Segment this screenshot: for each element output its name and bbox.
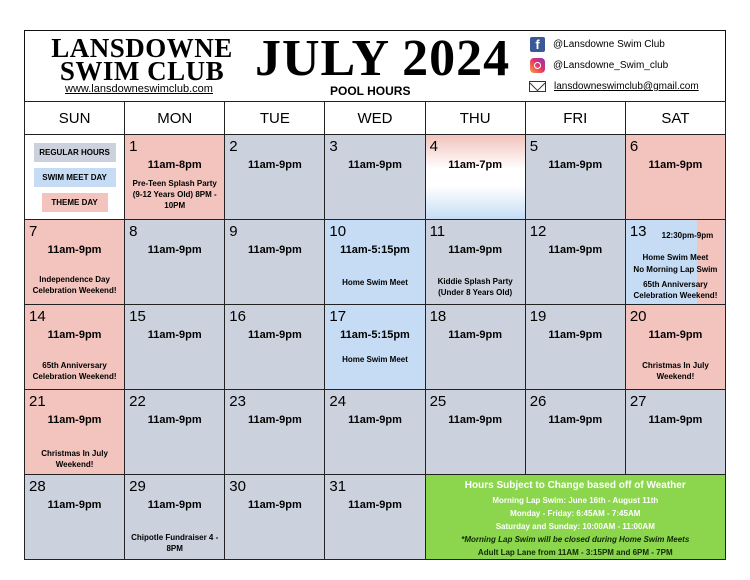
day-cell[interactable] [525,220,625,305]
day-cell[interactable] [425,390,525,475]
day-number: 26 [529,393,547,410]
day-hours: 11am-9pm [147,244,202,256]
day-event-note: No Morning Lap Swim [633,265,718,274]
notice-line: Adult Lap Lane from 11AM - 3:15PM and 6PM - 7PM [477,548,673,557]
day-number: 3 [329,138,338,155]
day-cell[interactable] [625,220,725,305]
day-number: 15 [129,308,146,325]
day-cell[interactable] [225,220,325,305]
day-hours: 11am-9pm [548,329,603,341]
day-hours: 11am-9pm [448,414,503,426]
weather-notice-panel [425,475,725,560]
legend-theme-day: THEME DAY [42,193,108,212]
day-hours: 11am-9pm [348,414,402,426]
day-event-note: Pre-Teen Splash Party (9-12 Years Old) 8PM - 10PM [132,179,217,210]
day-number: 25 [429,393,447,410]
day-hours: 11am-9pm [47,414,102,426]
day-number: 9 [229,223,238,240]
day-number: 10 [329,223,347,240]
day-number: 24 [329,393,347,410]
day-cell[interactable] [425,135,525,220]
day-number: 16 [229,308,246,325]
day-cell[interactable] [125,135,225,220]
day-number: 29 [129,478,146,495]
logo-line-1: LANSDOWNE [51,33,233,63]
club-logo [47,33,237,86]
legend-cell [25,135,125,220]
week-row-3 [25,305,726,390]
day-number: 31 [329,478,347,495]
day-cell[interactable] [525,305,625,390]
weekday-sat: SAT [625,102,725,135]
day-number: 18 [429,308,447,325]
day-event-note: Kiddie Splash Party (Under 8 Years Old) [437,277,513,297]
day-number: 12 [529,223,547,240]
day-event-note: 65th Anniversary Celebration Weekend! [32,361,117,381]
day-number: 30 [229,478,246,495]
facebook-handle: @Lansdowne Swim Club [553,39,665,50]
day-number: 17 [329,308,347,325]
notice-line: *Morning Lap Swim will be closed during Home Swim Meets [461,535,690,544]
website-link[interactable]: www.lansdowneswimclub.com [65,83,213,95]
day-cell[interactable] [125,305,225,390]
notice-heading: Hours Subject to Change based off of Weather [464,480,686,491]
day-hours: 11am-9pm [648,159,703,171]
day-cell[interactable] [25,390,125,475]
day-number: 28 [29,478,46,495]
day-hours: 11am-9pm [147,329,202,341]
facebook-row[interactable] [530,34,699,55]
weekday-fri: FRI [525,102,625,135]
calendar-header [24,30,726,101]
day-hours: 11am-9pm [147,499,202,511]
day-hours: 11am-9pm [247,329,302,341]
day-number: 27 [629,393,647,410]
instagram-handle: @Lansdowne_Swim_club [553,60,669,71]
day-hours: 11am-9pm [548,414,603,426]
day-cell[interactable] [325,390,425,475]
day-hours: 11am-9pm [348,499,402,511]
day-hours: 11am-9pm [448,329,503,341]
day-cell[interactable] [425,220,525,305]
day-cell[interactable] [325,220,425,305]
day-number: 14 [29,308,46,325]
week-row-4 [25,390,726,475]
day-number: 7 [29,223,38,240]
day-cell[interactable] [625,390,725,475]
pool-hours-subtitle: POOL HOURS [330,84,411,98]
day-hours: 11am-9pm [448,244,503,256]
day-number: 4 [429,138,438,155]
day-hours: 11am-7pm [448,159,503,171]
day-number: 11 [429,223,446,240]
weekday-sun: SUN [25,102,125,135]
weekday-thu: THU [425,102,525,135]
day-cell[interactable] [125,390,225,475]
day-event-note: Christmas In July Weekend! [41,449,108,469]
day-event-note: Independence Day Celebration Weekend! [32,275,117,295]
email-row[interactable] [530,76,699,97]
notice-line: Monday - Friday: 6:45AM - 7:45AM [510,509,641,518]
day-event-note: 65th Anniversary Celebration Weekend! [633,280,718,300]
week-row-5 [25,475,726,560]
day-hours: 11am-9pm [247,414,302,426]
day-hours: 11am-9pm [47,329,102,341]
legend-swim-meet-day: SWIM MEET DAY [34,168,116,187]
day-number: 13 [629,223,647,240]
month-title: JULY 2024 [255,30,511,87]
weekday-tue: TUE [225,102,325,135]
day-number: 21 [29,393,46,410]
day-cell[interactable] [25,220,125,305]
email-address: lansdowneswimclub@gmail.com [554,81,699,92]
day-cell[interactable] [225,135,325,220]
day-hours: 11am-9pm [548,159,603,171]
day-hours: 11am-9pm [247,244,302,256]
week-row-1 [25,135,726,220]
day-cell[interactable] [125,475,225,560]
day-cell[interactable] [325,475,425,560]
week-row-2 [25,220,726,305]
day-number: 8 [129,223,138,240]
day-hours: 11am-8pm [147,159,202,171]
day-hours: 11am-9pm [47,244,102,256]
day-number: 6 [629,138,639,155]
day-number: 23 [229,393,246,410]
day-cell[interactable] [25,305,125,390]
day-event-note: Home Swim Meet [342,355,408,364]
day-hours: 11am-9pm [348,159,402,171]
mail-icon [529,81,546,92]
day-cell[interactable] [325,305,425,390]
day-number: 20 [629,308,647,325]
day-hours: 11am-9pm [548,244,603,256]
facebook-icon: f [530,37,545,52]
day-hours: 11am-9pm [247,159,302,171]
day-hours: 11am-5:15pm [340,244,410,256]
day-hours: 11am-9pm [147,414,202,426]
day-cell[interactable] [225,305,325,390]
day-cell[interactable] [225,390,325,475]
day-hours: 11am-9pm [247,499,302,511]
day-hours: 11am-9pm [648,414,703,426]
instagram-row[interactable] [530,55,699,76]
notice-line: Saturday and Sunday: 10:00AM - 11:00AM [495,522,655,531]
day-cell[interactable] [225,475,325,560]
weekday-header-row [25,102,726,135]
day-cell[interactable] [525,390,625,475]
day-event-note: Home Swim Meet [642,253,709,262]
notice-line: Morning Lap Swim: June 16th - August 11th [492,496,659,505]
day-number: 22 [129,393,146,410]
day-number: 5 [529,138,539,155]
day-event-note: Home Swim Meet [342,278,408,287]
logo-line-2: SWIM CLUB [59,56,225,86]
day-number: 2 [229,138,238,155]
day-number: 1 [129,138,138,155]
day-cell[interactable] [125,220,225,305]
instagram-icon [530,58,545,73]
day-number: 19 [529,308,547,325]
calendar-grid [24,101,726,560]
day-hours: 11am-9pm [648,329,703,341]
social-links [530,34,699,97]
day-event-note: Christmas In July Weekend! [642,361,709,381]
legend-regular-hours: REGULAR HOURS [34,143,116,162]
day-cell[interactable] [325,135,425,220]
weekday-wed: WED [325,102,425,135]
day-cell[interactable] [425,305,525,390]
day-cell[interactable] [625,305,725,390]
day-cell[interactable] [525,135,625,220]
day-event-note: Chipotle Fundraiser 4 - 8PM [131,533,219,553]
day-hours: 11am-5:15pm [340,329,410,341]
weekday-mon: MON [125,102,225,135]
day-hours: 12:30pm-9pm [661,231,714,240]
day-hours: 11am-9pm [47,499,102,511]
day-cell[interactable] [25,475,125,560]
day-cell[interactable] [625,135,725,220]
